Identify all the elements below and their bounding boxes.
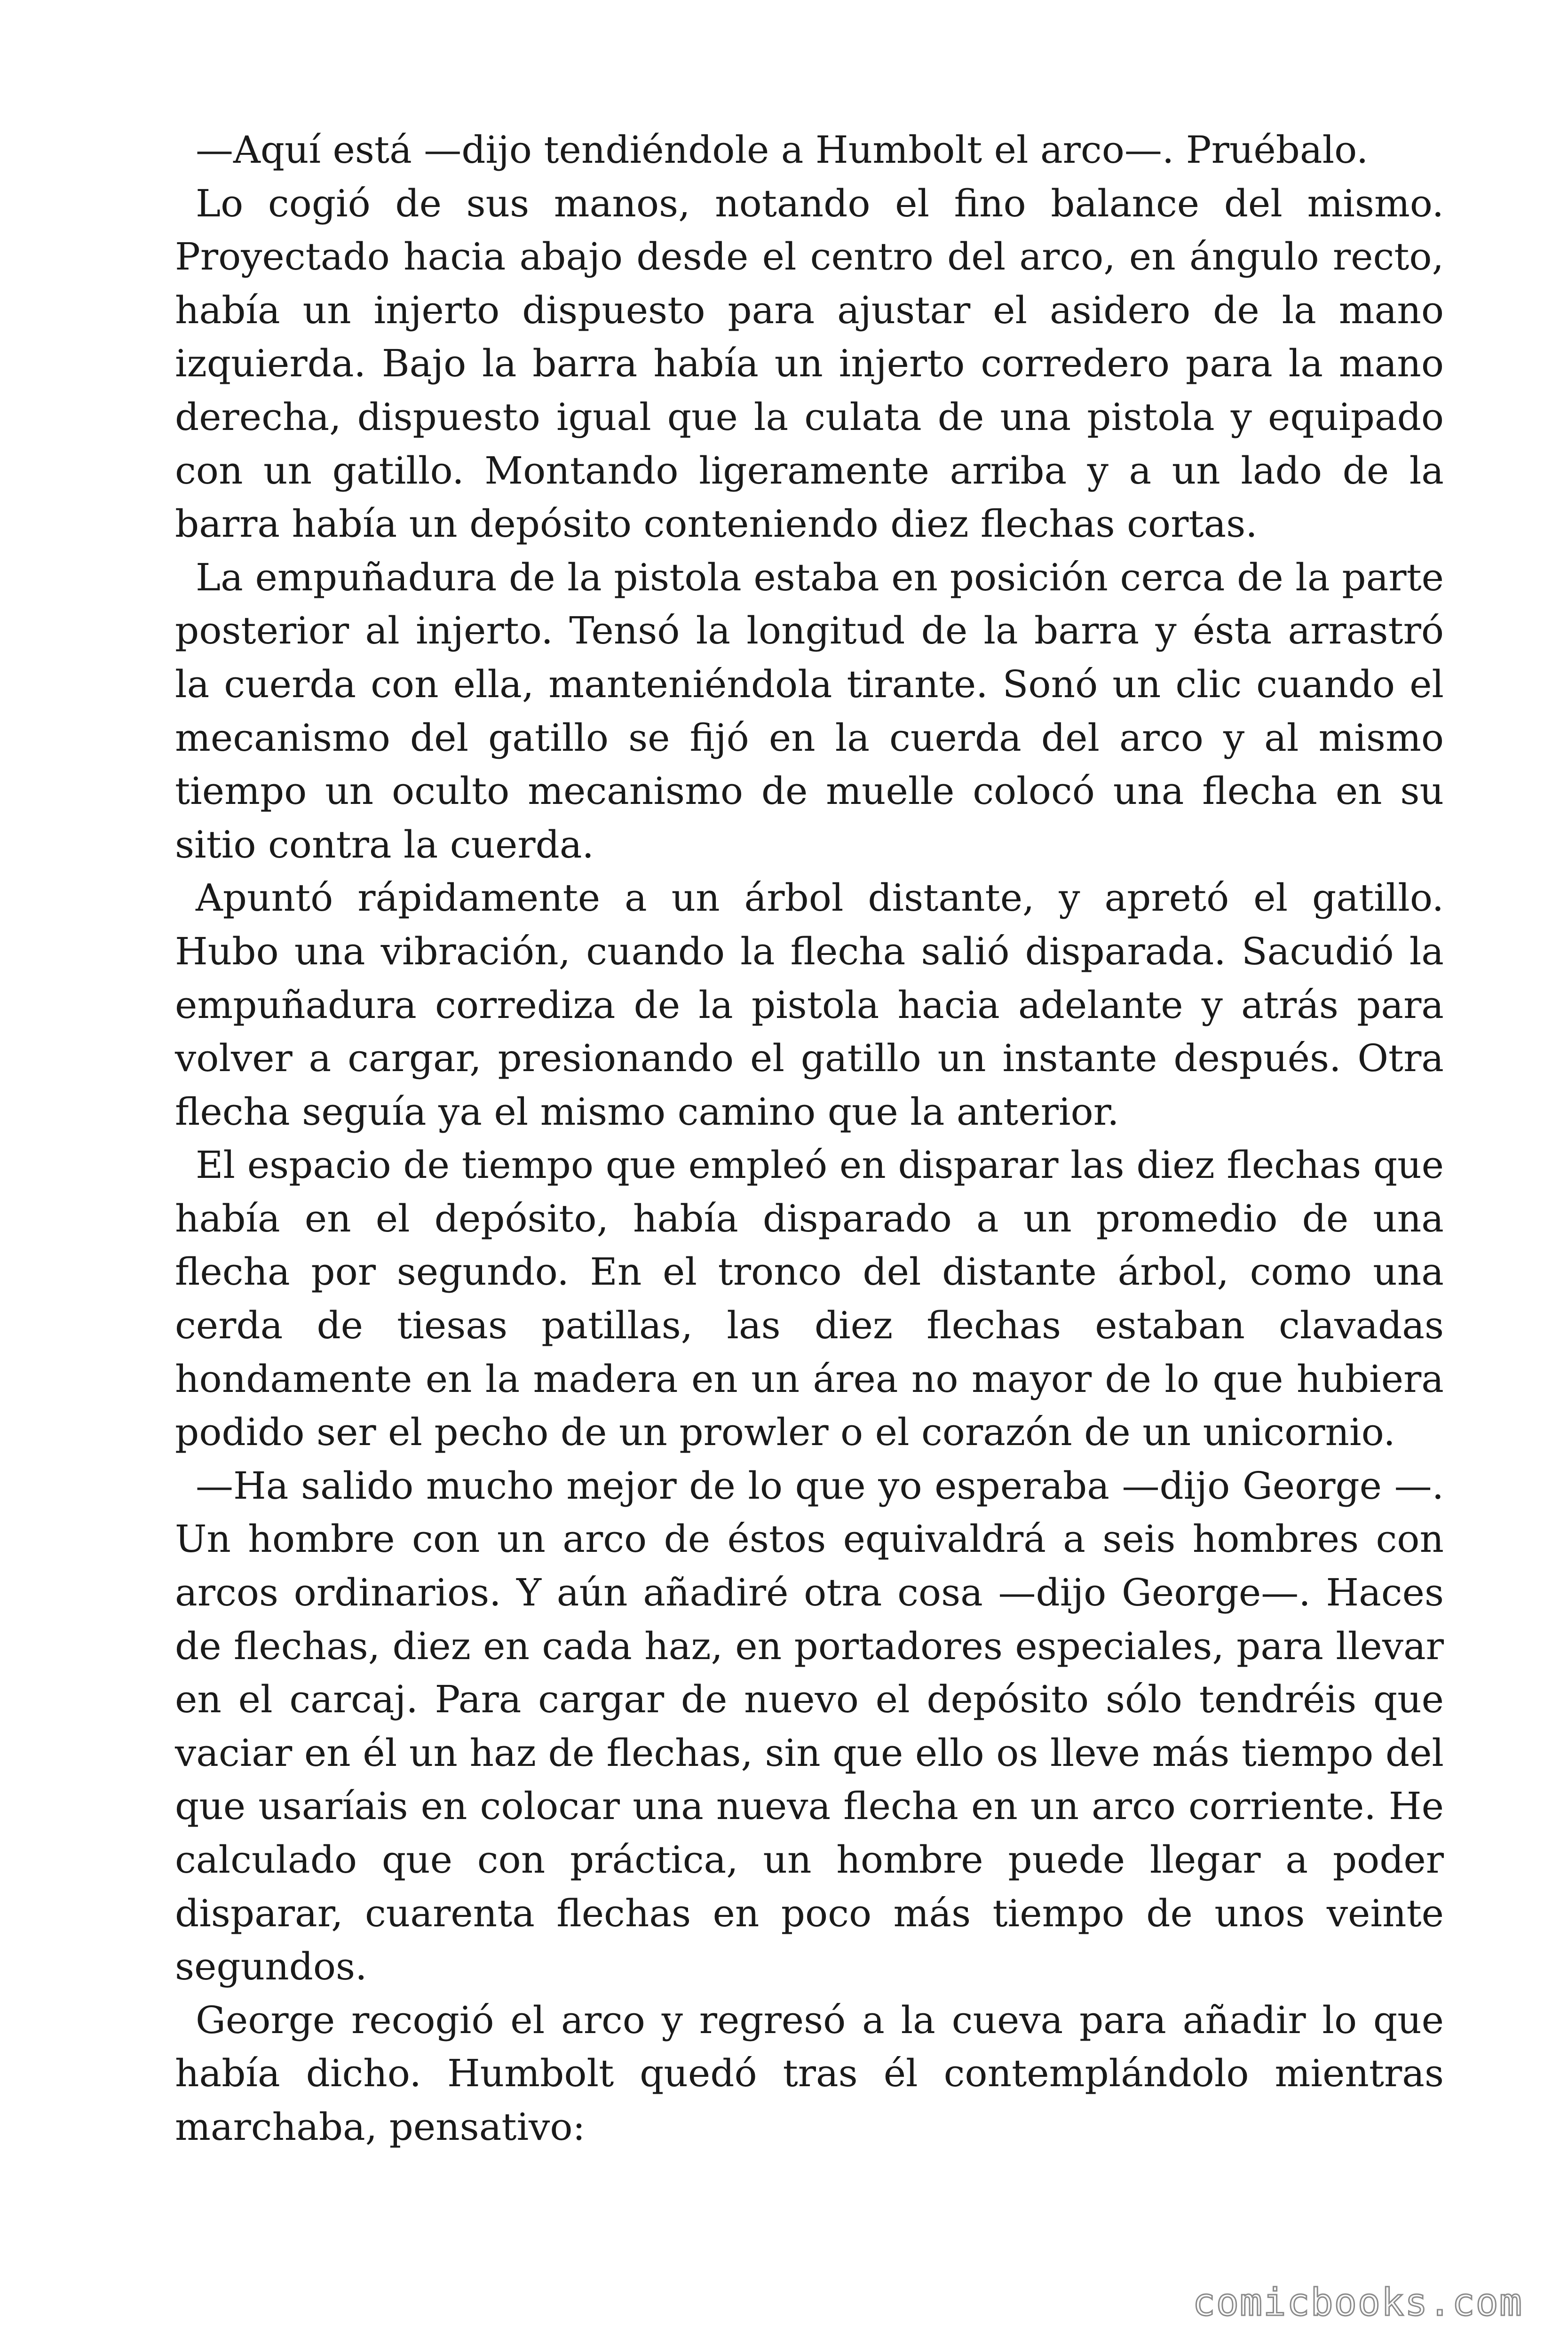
paragraph-7: George recogió el arco y regresó a la cueva para añadir lo que había dicho. Humbolt quedó tras él contemplándolo mientras marchaba, pensativo: [175,1998,1444,2149]
paragraph-2: Lo cogió de sus manos, notando el fino balance del mismo. Proyectado hacia abajo desde el centro del arco, en ángulo recto, había un injerto dispuesto para ajustar el asidero de la mano izquierda. Bajo la barra había un injerto corredero para la mano derecha, dispuesto igual que la culata de una pistola y equipado con un gatillo. Montando ligeramente arriba y a un lado de la barra había un depósito conteniendo diez flechas cortas. [175,181,1444,546]
paragraph-6: —Ha salido mucho mejor de lo que yo esperaba —dijo George —. Un hombre con un arco de éstos equivaldrá a seis hombres con arcos ordinarios. Y aún añadiré otra cosa —dijo George—. Haces de flechas, diez en cada haz, en portadores especiales, para llevar en el carcaj. Para cargar de nuevo el depósito sólo tendréis que vaciar en él un haz de flechas, sin que ello os lleve más tiempo del que usaríais en colocar una nueva flecha en un arco corriente. He calculado que con práctica, un hombre puede llegar a poder disparar, cuarenta flechas en poco más tiempo de unos veinte segundos. [175,1463,1444,1989]
paragraph-1: —Aquí está —dijo tendiéndole a Humbolt el arco—. Pruébalo. [196,128,1369,172]
paragraph-3: La empuñadura de la pistola estaba en posición cerca de la parte posterior al injerto. Tensó la longitud de la barra y ésta arrastró la cuerda con ella, manteniéndola tirante. Sonó un clic cuando el mecanismo del gatillo se fijó en la cuerda del arco y al mismo tiempo un oculto mecanismo de muelle colocó una flecha en su sitio contra la cuerda. [175,555,1444,866]
paragraph-4: Apuntó rápidamente a un árbol distante, y apretó el gatillo. Hubo una vibración, cuando la flecha salió disparada. Sacudió la empuñadura corrediza de la pistola hacia adelante y atrás para volver a cargar, presionando el gatillo un instante después. Otra flecha seguía ya el mismo camino que la anterior. [175,876,1444,1134]
body-text [175,123,1444,2154]
paragraph-5: El espacio de tiempo que empleó en disparar las diez flechas que había en el depósito, había disparado a un promedio de una flecha por segundo. En el tronco del distante árbol, como una cerda de tiesas patillas, las diez flechas estaban clavadas hondamente en la madera en un área no mayor de lo que hubiera podido ser el pecho de un prowler o el corazón de un unicornio. [175,1143,1444,1454]
watermark-text: comicbooks.com [1192,2280,1523,2324]
